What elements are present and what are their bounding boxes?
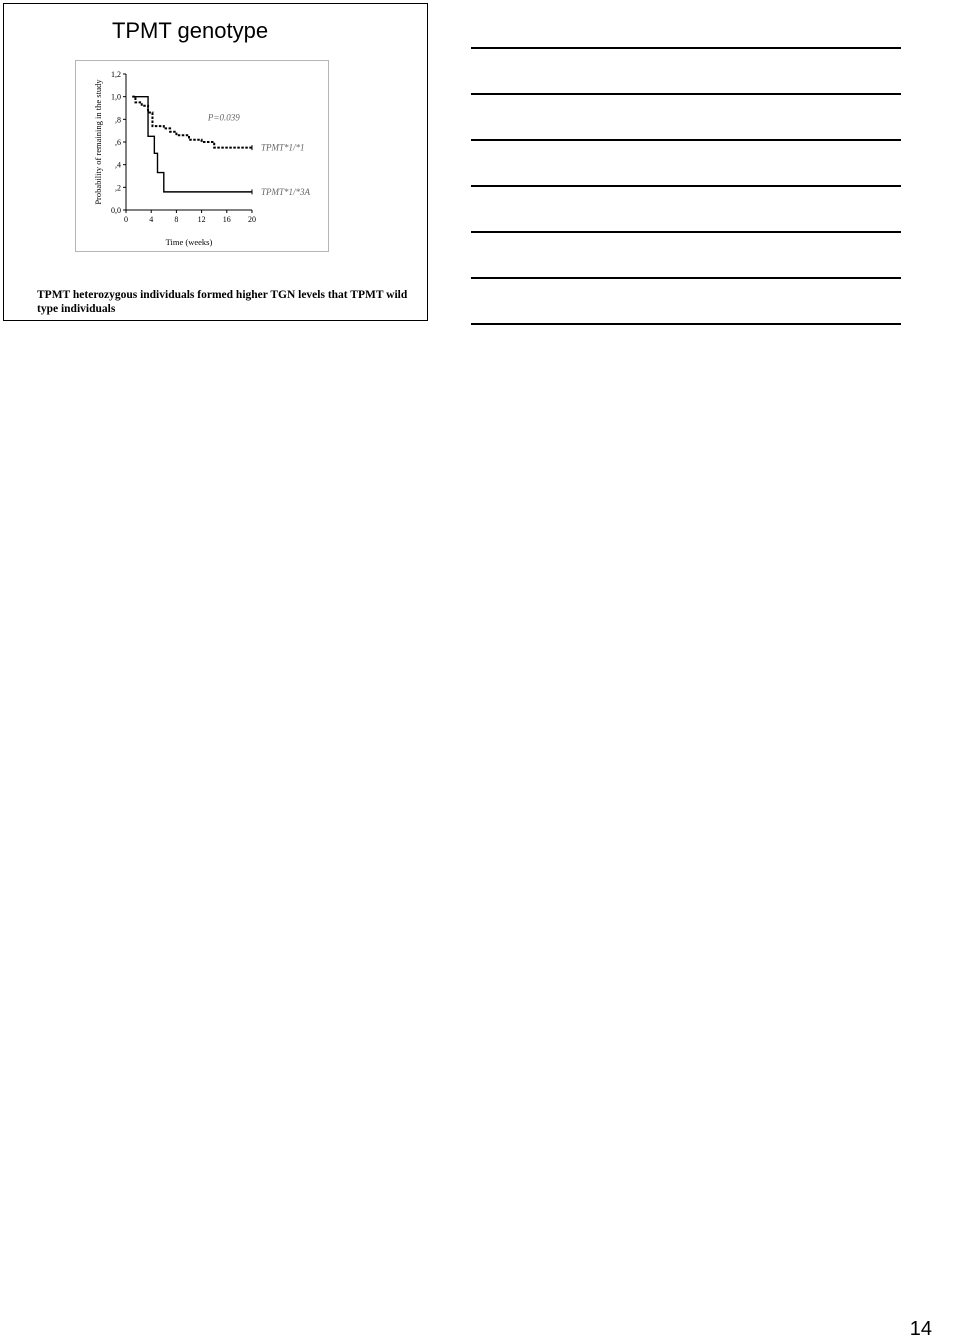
note-line [471,323,901,325]
slide-title: TPMT genotype [111,18,269,43]
x-tick-label: 12 [197,215,206,224]
y-tick-label: 0,0 [111,206,121,215]
note-line [471,231,901,233]
x-tick-label: 4 [149,215,154,224]
series-label: TPMT*1/*1 [261,142,305,153]
y-tick-label: 1,0 [111,92,121,102]
survival-chart [75,60,329,252]
note-line [471,277,901,279]
slide-caption: TPMT heterozygous individuals formed higher TGN levels that TPMT wild type individuals [37,289,408,315]
y-axis-label: Probability of remaining in the study [93,79,103,205]
x-tick-label: 16 [222,215,231,224]
series-label: TPMT*1/*3A [261,186,311,197]
page-number: 14 [909,1318,932,1340]
chart-canvas [76,61,330,253]
note-line [471,139,901,141]
x-tick-label: 20 [248,215,256,224]
x-tick-label: 8 [174,215,179,224]
y-tick-label: 1,2 [111,70,121,79]
slide-frame [3,3,428,321]
notes-lines [471,47,901,327]
p-value-annotation: P=0.039 [207,112,240,123]
note-line [471,185,901,187]
y-tick-label: ,8 [115,115,121,125]
y-tick-label: ,2 [115,183,121,193]
note-line [471,47,901,49]
x-tick-label: 0 [124,215,128,224]
x-axis-label: Time (weeks) [165,237,213,247]
series-line-2 [132,97,252,192]
note-line [471,93,901,95]
y-tick-label: ,4 [115,160,121,170]
y-tick-label: ,6 [115,138,121,147]
